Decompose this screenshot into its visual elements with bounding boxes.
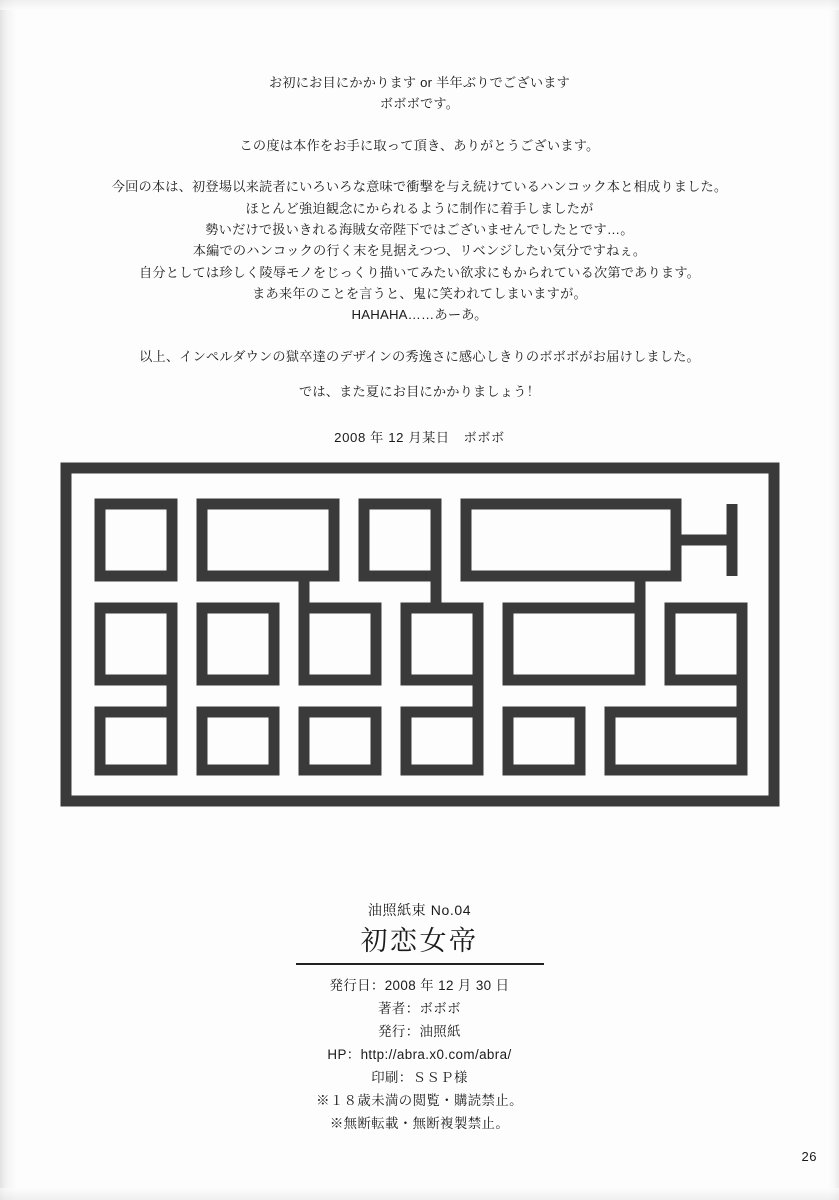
afterword-thanks: この度は本作をお手に取って頂き、ありがとうございます。 — [239, 137, 600, 153]
title-divider — [296, 963, 544, 965]
maze-logo-graphic — [60, 462, 780, 807]
colophon-details — [0, 974, 839, 1135]
colophon-printer: 印刷：ＳＳＰ様 — [371, 1070, 468, 1086]
afterword-greeting-line-2: ボボボです。 — [379, 96, 460, 112]
afterword-signature: 2008 年 12 月某日 ボボボ — [334, 429, 505, 445]
spacer — [0, 156, 839, 176]
colophon-publish-date: 発行日：2008 年 12 月 30 日 — [329, 978, 510, 994]
spacer — [0, 326, 839, 346]
page-edge-shadow-top — [0, 0, 839, 10]
afterword-body-line-6: まあ来年のことを言うと、鬼に笑われてしまいますが。 — [252, 286, 587, 301]
colophon-publisher: 発行：油照紙 — [378, 1024, 461, 1040]
spacer — [0, 367, 839, 381]
afterword-body-line-3: 勢いだけで扱いきれる海賊女帝陛下ではございませんでしたとです…。 — [205, 221, 634, 237]
page-title: 初恋女帝 — [360, 926, 479, 956]
spacer — [0, 403, 839, 427]
spacer — [0, 115, 839, 135]
afterword-body-line-2: ほとんど強迫観念にかられるように制作に着手しましたが — [245, 200, 594, 216]
afterword-body-line-4: 本編でのハンコックの行く末を見据えつつ、リベンジしたい気分ですねぇ。 — [192, 243, 647, 259]
afterword-body-line-5: 自分としては珍しく陵辱モノをじっくり描いてみたい欲求にもかられている次第であります。 — [138, 264, 701, 280]
colophon-block — [0, 900, 839, 1135]
afterword-body-line-7: HAHAHA……あーあ。 — [351, 307, 488, 323]
colophon-copyright-notice: ※無断転載・無断複製禁止。 — [329, 1116, 510, 1132]
page-edge-shadow-bottom — [0, 1188, 839, 1200]
afterword-greeting-line-1: お初にお目にかかります or 半年ぶりでございます — [269, 75, 570, 90]
colophon-age-notice: ※１８歳未満の閲覧・購読禁止。 — [316, 1093, 523, 1109]
colophon-homepage: HP：http://abra.x0.com/abra/ — [327, 1047, 512, 1063]
colophon-author: 著者：ボボボ — [378, 1001, 461, 1017]
series-label: 油照紙束 No.04 — [367, 902, 472, 918]
page-number: 26 — [801, 1149, 817, 1164]
afterword-closing-line-1: 以上、インペルダウンの獄卒達のデザインの秀逸さに感心しきりのボボボがお届けしました。 — [139, 348, 700, 364]
afterword-body-line-1: 今回の本は、初登場以来読者にいろいろな意味で衝撃を与え続けているハンコック本と相成りました。 — [111, 179, 728, 195]
afterword-closing-line-2: では、また夏にお目にかかりましょう！ — [299, 384, 540, 400]
afterword-block — [0, 72, 839, 448]
